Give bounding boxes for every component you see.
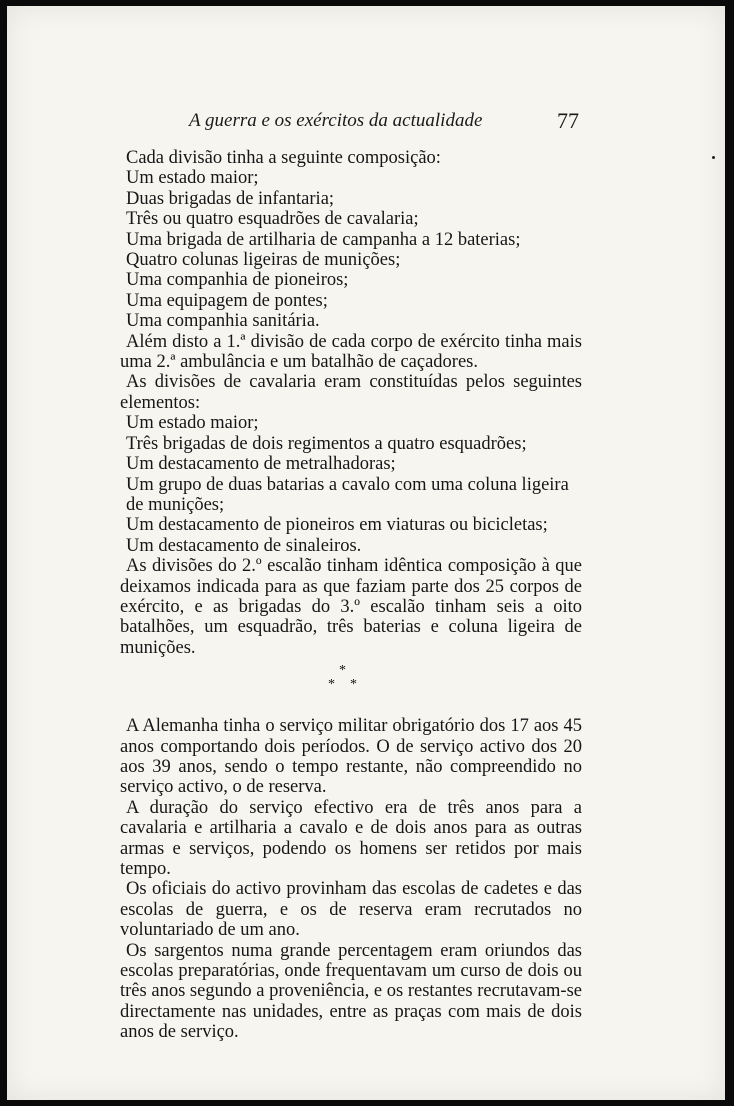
list-item: Uma companhia de pioneiros;	[126, 270, 349, 291]
asterism-star: *	[328, 677, 335, 693]
paragraph-duration: A duração do serviço efectivo era de três anos para a cavalaria e artilharia a cavalo e de dois anos para as outras armas e serviços, podendo os homens ser retidos por mais tempo.	[120, 797, 582, 879]
paragraph-officers: Os oficiais do activo provinham das escolas de cadetes e das escolas de guerra, e os de reserva eram recrutados no voluntariado de um ano.	[120, 879, 582, 941]
list-item: Uma equipagem de pontes;	[126, 290, 328, 311]
list-item: Um destacamento de metralhadoras;	[126, 454, 396, 475]
running-head-title: A guerra e os exércitos da actualidade	[189, 110, 483, 131]
list-item: Um destacamento de sinaleiros.	[126, 535, 362, 556]
asterism-star: *	[339, 663, 346, 679]
list-item: Três ou quatro esquadrões de cavalaria;	[126, 209, 419, 230]
list-item: Uma brigada de artilharia de campanha a 12 baterias;	[126, 229, 521, 250]
paragraph-sergeants: Os sargentos numa grande percentagem eram oriundos das escolas preparatórias, onde frequentavam um curso de dois ou três anos segundo a proveniência, e os restantes recrutavam-se directamente nas unidades, entre as praças com mais de dois anos de serviço.	[120, 940, 582, 1043]
list-item: Um estado maior;	[126, 168, 259, 189]
book-page	[7, 6, 725, 1100]
cavalry-composition-list	[120, 413, 582, 556]
page-number: 77	[557, 108, 579, 133]
list-item: Um estado maior;	[126, 413, 259, 434]
paragraph-second-echelon: As divisões do 2.º escalão tinham idêntica composição à que deixamos indicada para as que faziam parte dos 25 corpos de exército, e as brigadas do 3.º escalão tinham seis a oito batalhões, um esquadrão, três baterias e coluna ligeira de munições.	[120, 556, 582, 658]
division-composition-list	[120, 168, 582, 331]
margin-speck	[712, 156, 715, 159]
cavalry-intro: As divisões de cavalaria eram constituídas pelos seguintes elementos:	[120, 372, 582, 413]
asterism-separator	[120, 660, 582, 704]
asterism-star: *	[350, 677, 357, 693]
list-item: Três brigadas de dois regimentos a quatro esquadrões;	[126, 433, 527, 454]
list-item: Uma companhia sanitária.	[126, 311, 320, 332]
list-item: Um destacamento de pioneiros em viaturas ou bicicletas;	[126, 515, 548, 536]
body-text	[120, 148, 582, 1043]
list-item: Quatro colunas ligeiras de munições;	[126, 250, 401, 271]
division-intro: Cada divisão tinha a seguinte composição:	[126, 148, 441, 168]
running-head	[7, 108, 725, 138]
paragraph-division-extra: Além disto a 1.ª divisão de cada corpo de exército tinha mais uma 2.ª ambulância e um batalhão de caçadores.	[120, 331, 582, 373]
paragraph-service: A Alemanha tinha o serviço militar obrigatório dos 17 aos 45 anos comportando dois períodos. O de serviço activo dos 20 aos 39 anos, sendo o tempo restante, não compreendido no serviço activo, o de reserva.	[120, 716, 582, 798]
list-item: Duas brigadas de infantaria;	[126, 188, 335, 209]
list-item: Um grupo de duas batarias a cavalo com uma coluna ligeira de munições;	[126, 474, 569, 515]
